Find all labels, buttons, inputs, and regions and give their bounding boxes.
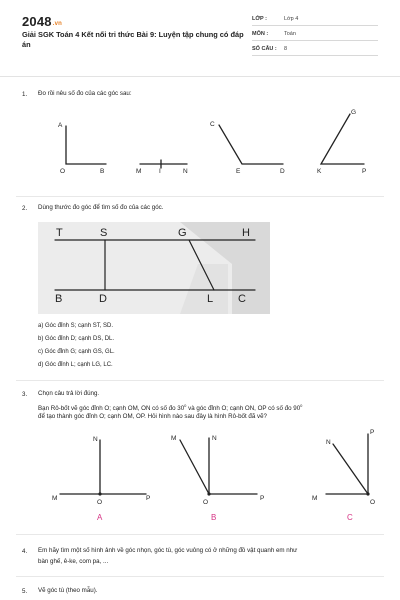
angle-gkp [321,114,364,164]
q5-text: Vẽ góc tù (theo mẫu). [38,587,98,594]
fig-b-label-n: N [212,435,217,442]
meta-count-key: SỐ CÂU : [252,46,277,52]
fig-a-label-n: N [93,436,98,443]
q3-text-line3: để tạo thành góc đỉnh O; cạnh OM, OP. Hỏi hình nào sau đây là hình Rô-bốt đã vẽ? [38,413,267,420]
divider-q1 [16,196,384,197]
q3-text-line1: Chọn câu trả lời đúng. [38,390,100,397]
label-l: L [207,293,214,305]
header-divider [0,76,400,77]
label-s: S [100,227,108,239]
q2-number: 2. [22,205,28,212]
q2-text: Dùng thước đo góc để tìm số đo của các góc. [38,204,164,211]
q2-option-a: a) Góc đỉnh S; cạnh ST, SD. [38,323,114,329]
page-title: Giải SGK Toán 4 Kết nối tri thức Bài 9: Luyện tập chung có đáp án [22,30,244,49]
label-n: N [183,168,188,175]
fig-c-label-n: N [326,439,331,446]
q1-angle-figures [0,100,400,180]
label-h: H [242,227,250,239]
fig-c-label-p: P [370,429,375,436]
fig-b-label-o: O [203,499,209,506]
q3-text-part2: và góc đỉnh O; cạnh ON, OP có số đo 90 [186,405,301,413]
fig-b-label-m: M [171,435,177,442]
fig-a-label-o: O [97,499,103,506]
label-d2: D [99,293,107,305]
label-c: C [210,121,215,128]
q3-degree-1: 0 [184,403,187,408]
meta-subject-value: Toán [284,31,296,37]
meta-count [252,44,378,56]
label-i: I [159,168,161,175]
fig-b-slant [180,440,209,494]
label-k: K [317,168,322,175]
fig-c-vertex [366,492,369,495]
q3-degree-2: 0 [300,403,303,408]
fig-b-label-p: P [260,495,265,502]
label-t: T [56,227,63,239]
label-g2: G [178,227,187,239]
meta-grade-value: Lớp 4 [284,16,299,22]
choice-c[interactable]: C [347,513,353,522]
divider-q2 [16,380,384,381]
meta-subject-key: MÔN : [252,31,269,37]
fig-b-vertex [207,492,210,495]
label-a: A [58,122,63,129]
document-header [0,0,400,70]
label-b2: B [55,293,63,305]
divider-q3 [16,534,384,535]
meta-grade [252,14,378,26]
q4-text-line2: bàn ghế, ê-ke, com pa, ... [38,558,109,565]
meta-subject [252,29,378,41]
q2-option-d: d) Góc đỉnh L; cạnh LG, LC. [38,362,113,368]
fig-c-label-o: O [370,499,376,506]
q2-figure [0,214,400,314]
q3-figures [0,422,400,532]
label-b: B [100,168,105,175]
watermark-logo [38,222,270,314]
q4-text-line1: Em hãy tìm một số hình ảnh về góc nhọn, góc tù, góc vuông có ở những đồ vật quanh em như [38,547,298,554]
q3-number: 3. [22,391,28,398]
q1-number: 1. [22,91,28,98]
label-m: M [136,168,142,175]
q2-option-b: b) Góc đỉnh D; cạnh DS, DL. [38,336,115,342]
fig-c-label-m: M [312,495,318,502]
q4-number: 4. [22,548,28,555]
q2-option-c: c) Góc đỉnh G; cạnh GS, GL. [38,349,115,355]
fig-a-vertex [98,492,101,495]
choice-b[interactable]: B [211,513,217,522]
angle-ced [219,125,283,164]
angle-aob [66,126,106,164]
fig-a-label-m: M [52,495,58,502]
fig-a-label-p: P [146,495,151,502]
logo-text: 2048 [22,14,52,29]
choice-a[interactable]: A [97,513,103,522]
label-c2: C [238,293,246,305]
label-d: D [280,168,285,175]
label-e: E [236,168,241,175]
label-g: G [351,109,357,116]
meta-count-value: 8 [284,46,288,52]
label-o: O [60,168,66,175]
fig-c-slant [333,444,368,494]
q3-text-part1: Bạn Rô-bốt vẽ góc đỉnh O; cạnh OM, ON có số đo 30 [38,405,185,413]
q5-number: 5. [22,588,28,595]
divider-q4 [16,576,384,577]
meta-grade-key: LỚP : [252,16,267,22]
label-p: P [362,168,367,175]
site-logo[interactable] [22,14,62,29]
logo-suffix: .vn [52,21,63,27]
q1-text: Đo rồi nêu số đo của các góc sau: [38,90,132,97]
